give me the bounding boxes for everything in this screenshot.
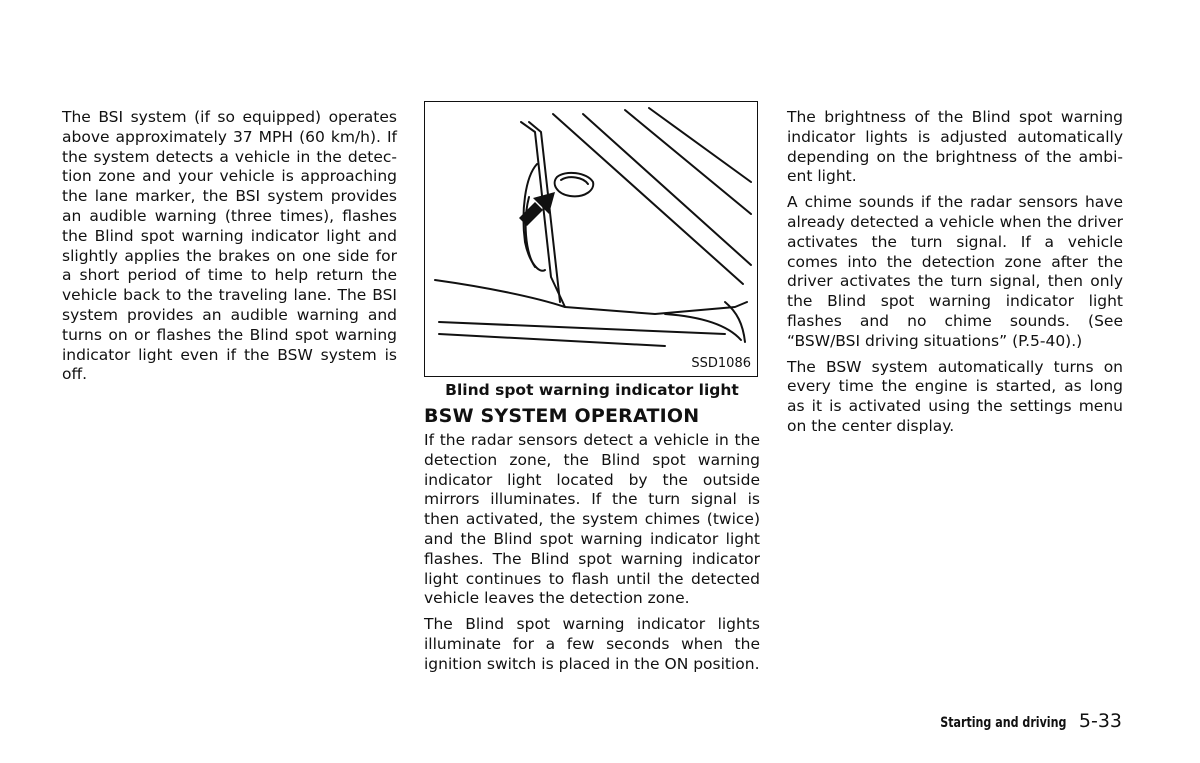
figure-code: SSD1086 [691,356,751,371]
right-paragraph-3: The BSW system automatically turns on every time the engine is started, as long as it is activated using the settings menu on the center display. [787,357,1123,435]
right-column [787,108,1123,443]
section-heading: BSW SYSTEM OPERATION [424,405,700,427]
footer-section-title: Starting and driving [940,715,1067,731]
middle-column [424,404,760,681]
left-paragraph-1: The BSI system (if so equipped) operates above approximately 37 MPH (60 km/h). If the system detects a vehicle in the detec- tion zone and your vehicle is approaching the lane marker, the BSI system provides an audible warning (three times), flashes the Blind spot warning indicator light and slightly applies the brakes on one side for a short period of time to help return the vehicle back to the traveling lane. The BSI system provides an audible warning and turns on or flashes the Blind spot warning indicator light even if the BSW system is off. [62,108,397,384]
right-paragraph-2: A chime sounds if the radar sensors have already detected a vehicle when the driver activates the turn signal. If a vehicle comes into the detection zone after the driver activates the turn signal, then only the Blind spot warning indicator light flashes and no chime sounds. (See “BSW/BSI driving situations” (P.5-40).) [787,193,1123,350]
right-paragraph-1: The brightness of the Blind spot warning indicator lights is adjusted automatically depending on the brightness of the ambi- ent light. [787,108,1123,186]
figure-illustration [424,101,758,377]
middle-paragraph-1: If the radar sensors detect a vehicle in the detection zone, the Blind spot warning indicator light located by the outside mirrors illuminates. If the turn signal is then activated, the system chimes (twice) and the Blind spot warning indicator light flashes. The Blind spot warning indicator light continues to flash until the detected vehicle leaves the detection zone. [424,431,760,608]
page-footer [923,710,1122,732]
page-number: 5-33 [1078,710,1122,732]
middle-paragraph-2: The Blind spot warning indicator lights illuminate for a few seconds when the ignition switch is placed in the ON position. [424,615,760,673]
pillar-mirror-drawing [425,102,759,378]
figure-caption: Blind spot warning indicator light [445,381,739,399]
left-column [62,108,397,391]
